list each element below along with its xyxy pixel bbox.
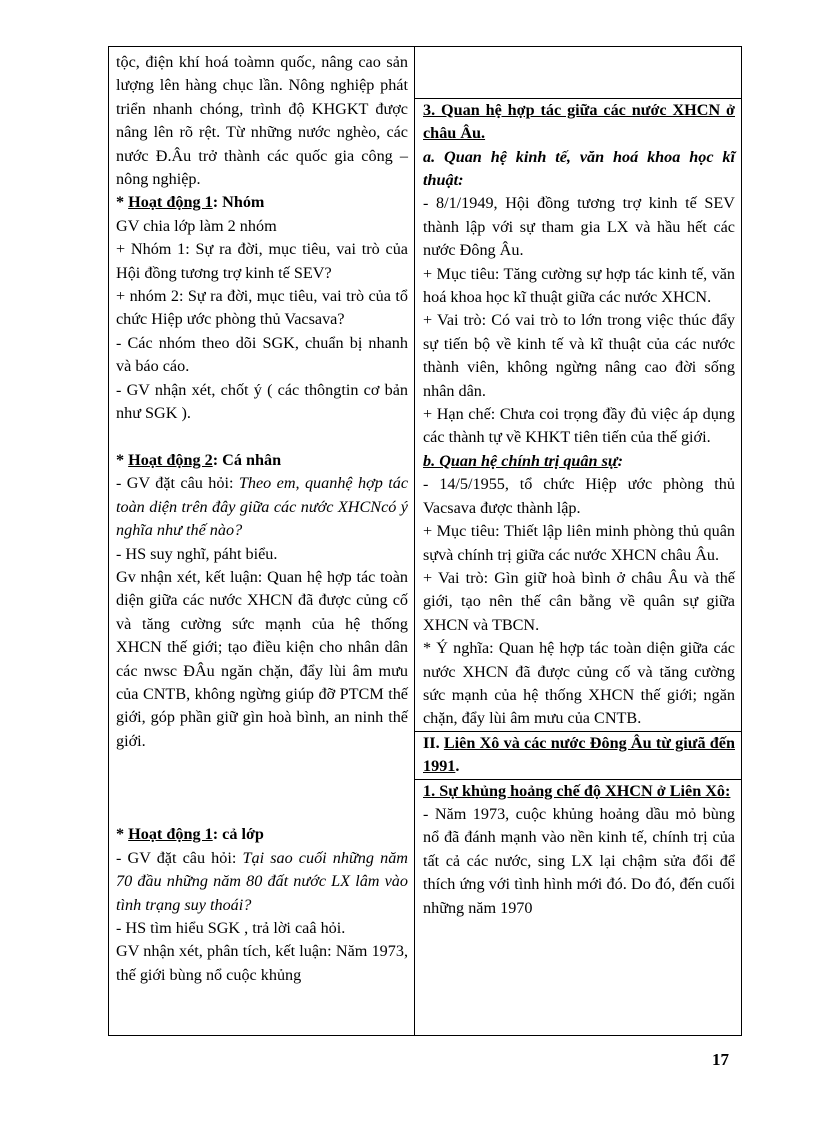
activity-1-prefix: * (116, 193, 129, 212)
activity-1-line: + nhóm 2: Sự ra đời, mục tiêu, vai trò của tổ chức Hiệp ước phòng thủ Vacsava? (116, 287, 408, 329)
activity-3-title: Hoạt động 1 (128, 825, 213, 844)
section-II-title (423, 732, 735, 779)
page-number: 17 (712, 1050, 729, 1069)
section-3b-title-text: b. Quan hệ chính trị quân sự (423, 451, 618, 470)
activity-2-line: Gv nhận xét, kết luận: Quan hệ hợp tác toàn diện giữa các nước XHCN đã được củng cố và tăng cường sức mạnh của hệ thống XHCN thế giới; tạo điều kiện cho nhân dân các nwsc ĐÂu ngăn chặn, đẩy lùi âm mưu của CNTB, không ngừng giúp đỡ PTCM thế giới, góp phần giữ gìn hoà bình, an ninh thế giới. (116, 567, 408, 750)
teacher-activities-column (109, 47, 415, 1035)
activity-1-line: GV chia lớp làm 2 nhóm (116, 216, 277, 235)
section-3b-line: + Vai trò: Gìn giữ hoà bình ở châu Âu và thế giới, tạo nên thế cân bằng về quân sự giữa XHCN và TBCN. (423, 568, 735, 634)
activity-3-prefix: * (116, 825, 129, 844)
activity-2-heading (116, 449, 408, 472)
activity-2-title: Hoạt động 2 (128, 450, 213, 469)
section-3b-line: * Ý nghĩa: Quan hệ hợp tác toàn diện giữa các nước XHCN đã được củng cố và tăng cường sức mạnh của hệ thống XHCN thế giới; ngăn chặn, đẩy lùi âm mưu của CNTB. (423, 639, 735, 728)
content-column (415, 47, 741, 1035)
question-prefix: - GV đặt câu hỏi: (116, 474, 239, 493)
section-3a-line: + Vai trò: Có vai trò to lớn trong việc thúc đẩy sự tiến bộ về kinh tế và kĩ thuật của các nước thành viên, không ngừng nâng cao đời sống nhân dân. (423, 311, 735, 400)
intro-paragraph: tộc, điện khí hoá toàmn quốc, nâng cao sản lượng lên hàng chục lần. Nông nghiệp phát triển nhanh chóng, trình độ KHGKT được nâng lên rõ rệt. Từ những nước nghèo, các nước Đ.Âu trở thành các quốc gia công – nông nghiệp. (116, 53, 408, 189)
activity-3-question (116, 847, 408, 917)
section-II-prefix: II. (423, 733, 444, 752)
section-1-title: 1. Sự khủng hoảng chế độ XHCN ở Liên Xô: (423, 781, 731, 800)
section-3b-line: - 14/5/1955, tổ chức Hiệp ước phòng thủ Vacsava được thành lập. (423, 475, 735, 517)
spacer (423, 51, 735, 98)
activity-2-prefix: * (116, 450, 129, 469)
section-3b-colon: : (617, 451, 623, 470)
lesson-table (108, 46, 742, 1036)
activity-1-title: Hoạt động 1 (128, 193, 213, 212)
activity-2-suffix: : Cá nhân (212, 450, 282, 469)
activity-3-line: - HS tìm hiểu SGK , trả lời caâ hỏi. (116, 918, 346, 937)
activity-1-suffix: : Nhóm (212, 193, 265, 212)
section-3a-line: - 8/1/1949, Hội đồng tương trợ kinh tế SEV thành lập với sự tham gia LX và hầu hết các nước Đông Âu. (423, 194, 735, 260)
question-text: Tại sao cuối những năm 70 đầu những năm 80 đất nước LX lâm vào tình trạng suy thoái? (116, 848, 408, 914)
section-II-title-text: Liên Xô và các nước Đông Âu từ giưã đến 1991 (423, 733, 735, 776)
section-1-line: - Năm 1973, cuộc khủng hoảng dầu mỏ bùng nổ đã đánh mạnh vào nền kinh tế, chính trị của tất cả các nước, sing LX lại chậm sửa đổi để thích ứng với tình hình mới đó. Do đó, đến cuối những năm 1970 (423, 804, 735, 917)
activity-2-question (116, 472, 408, 542)
activity-3-line: GV nhận xét, phân tích, kết luận: Năm 1973, thế giới bùng nổ cuộc khủng (116, 942, 408, 984)
activity-2-line: - HS suy nghĩ, páht biểu. (116, 544, 278, 563)
section-3b-line: + Mục tiêu: Thiết lập liên minh phòng thủ quân sựvà chính trị giữa các nước XHCN châu Âu. (423, 522, 735, 564)
spacer (116, 753, 408, 823)
question-text: Theo em, quanhệ hợp tác toàn diện trên đây giữa các nước XHCNcó ý nghĩa như thế nào? (116, 474, 408, 540)
section-3-title: 3. Quan hệ hợp tác giữa các nước XHCN ở châu Âu. (423, 100, 735, 143)
section-3b-title (423, 450, 735, 473)
activity-3-heading (116, 823, 408, 846)
section-II-suffix: . (455, 757, 460, 776)
question-prefix: - GV đặt câu hỏi: (116, 848, 243, 867)
section-3a-line: + Mục tiêu: Tăng cường sự hợp tác kinh tế, văn hoá khoa học kĩ thuật giữa các nước XHCN. (423, 264, 735, 307)
activity-1-line: + Nhóm 1: Sự ra đời, mục tiêu, vai trò của Hội đồng tương trợ kinh tế SEV? (116, 240, 408, 282)
spacer (116, 426, 408, 449)
section-3a-line: + Hạn chế: Chưa coi trọng đầy đủ việc áp dụng các thành tự về KHKT tiên tiến của thế giới. (423, 405, 735, 447)
activity-1-line: - GV nhận xét, chốt ý ( các thôngtin cơ bản như SGK ). (116, 380, 408, 423)
section-3a-title: a. Quan hệ kinh tế, văn hoá khoa học kĩ thuật: (423, 147, 735, 190)
activity-1-heading (116, 191, 408, 214)
activity-1-line: - Các nhóm theo dõi SGK, chuẩn bị nhanh và báo cáo. (116, 333, 408, 376)
activity-3-suffix: : cả lớp (212, 825, 264, 844)
